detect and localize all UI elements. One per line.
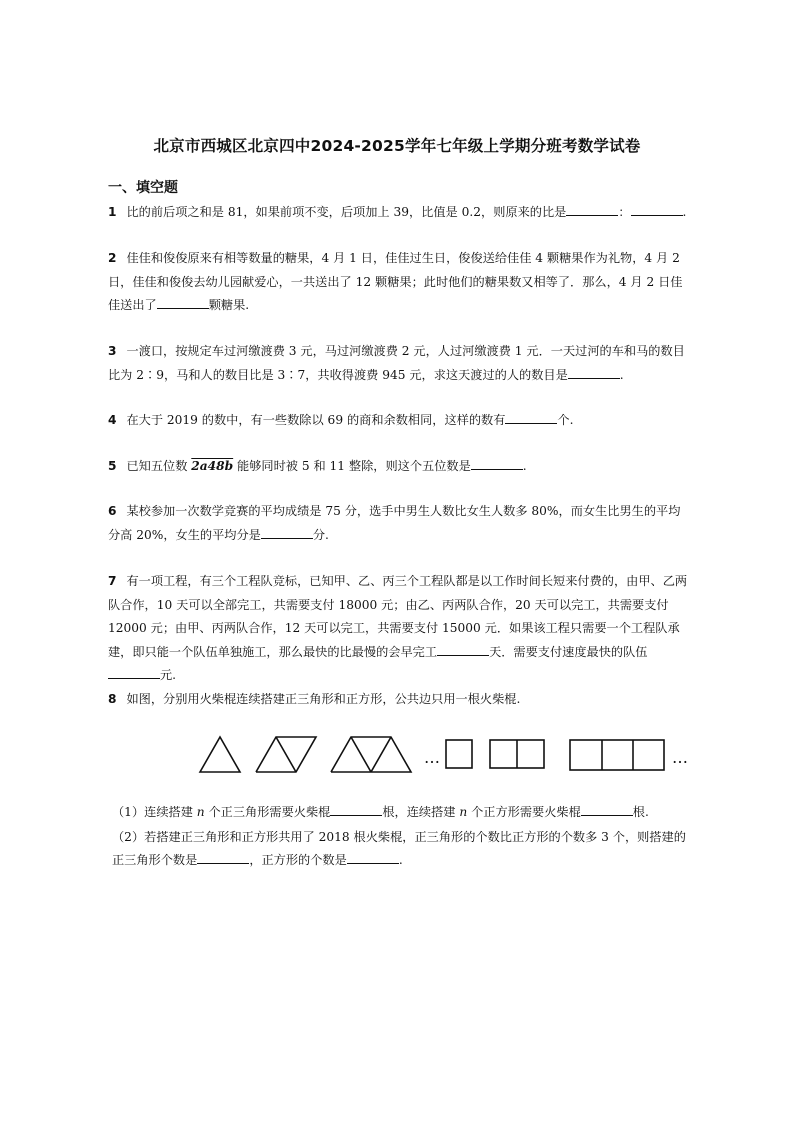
question-number: 3	[108, 344, 117, 358]
one-triangle	[200, 737, 240, 772]
part-text: 根.	[632, 805, 649, 819]
part-text: （1）连续搭建	[112, 805, 197, 819]
part-text: （2）若搭建正三角形和正方形共用了 2018 根火柴棍，正三角形的个数比正方形的个数多 3 个，则搭建的正三角形个数是	[112, 830, 686, 867]
two-triangles	[256, 737, 316, 772]
question-text-end: 元.	[160, 668, 177, 682]
answer-blank	[157, 295, 209, 309]
question-5	[108, 455, 688, 479]
punctuation: .	[682, 205, 687, 219]
answer-blank	[330, 802, 382, 816]
question-4	[108, 409, 688, 433]
one-square	[446, 740, 472, 768]
answer-blank	[347, 850, 399, 864]
question-text: 如图，分别用火柴棍连续搭建正三角形和正方形，公共边只用一根火柴棍.	[126, 692, 521, 706]
question-text: 比的前后项之和是 81，如果前项不变，后项加上 39，比值是 0.2，则原来的比是	[126, 205, 567, 219]
question-number: 4	[108, 413, 117, 427]
question-text: 一渡口，按规定车过河缴渡费 3 元，马过河缴渡费 2 元，人过河缴渡费 1 元．一天过河的车和马的数目比为 2∶9，马和人的数目比是 3∶7，共收得渡费 945 元，求这天渡过的人的数目是	[108, 344, 685, 382]
five-digit-number: 2a48b	[191, 459, 234, 473]
question-text-mid: 天．需要支付速度最快的队伍	[489, 644, 648, 659]
question-number: 1	[108, 205, 117, 219]
variable-n: n	[459, 805, 468, 819]
three-squares	[570, 740, 664, 770]
part-text: .	[398, 853, 403, 867]
question-text: 某校参加一次数学竞赛的平均成绩是 75 分，选手中男生人数比女生人数多 80%，而女生比男生的平均分高 20%，女生的平均分是	[108, 504, 681, 542]
three-triangles	[331, 737, 411, 772]
question-number: 7	[108, 574, 117, 588]
question-8-part-1	[112, 801, 692, 824]
ellipsis: …	[424, 748, 440, 767]
question-text: 在大于 2019 的数中，有一些数除以 69 的商和余数相同，这样的数有	[126, 413, 506, 427]
answer-blank	[566, 202, 618, 216]
part-text: 个正三角形需要火柴棍	[204, 805, 331, 819]
answer-blank	[471, 456, 523, 470]
answer-blank	[631, 202, 683, 216]
question-1	[108, 201, 688, 225]
answer-blank	[505, 410, 557, 424]
punctuation: .	[619, 367, 624, 382]
question-3	[108, 340, 688, 387]
question-7	[108, 570, 688, 688]
answer-blank	[261, 525, 313, 539]
question-text-end: 分.	[312, 527, 329, 542]
question-number: 6	[108, 504, 117, 518]
answer-blank	[197, 850, 249, 864]
question-text: 有一项工程，有三个工程队竞标，已知甲、乙、丙三个工程队都是以工作时间长短来付费的，由甲、乙两队合作，10 天可以全部完工，共需要支付 18000 元；由乙、丙两队合作，20 天可以完工，共需要支付 12000 元；由甲、丙两队合作，12 天可以完工，共需要支付 15000 元．如果该工程只需要一个工程队承建，即只能一个队伍单独施工，那么最快的比最慢的会早完工	[108, 574, 688, 659]
matchstick-figure	[196, 732, 696, 776]
question-2	[108, 247, 688, 318]
answer-blank	[581, 802, 633, 816]
question-8	[108, 688, 688, 712]
answer-blank	[568, 365, 620, 379]
part-text: 个正方形需要火柴棍	[467, 805, 581, 819]
question-6	[108, 500, 688, 547]
question-text: 能够同时被 5 和 11 整除，则这个五位数是	[233, 459, 471, 473]
question-number: 8	[108, 692, 117, 706]
variable-n: n	[196, 805, 205, 819]
punctuation: .	[522, 459, 527, 473]
question-text: 佳佳和俊俊原来有相等数量的糖果，4 月 1 日，佳佳过生日，俊俊送给佳佳 4 颗糖果作为礼物，4 月 2 日，佳佳和俊俊去幼儿园献爱心，一共送出了 12 颗糖果；此时他们的糖果数又相等了．那么，4 月 2 日佳佳送出了	[108, 251, 683, 312]
page-title: 北京市西城区北京四中2024-2025学年七年级上学期分班考数学试卷	[153, 137, 641, 155]
question-8-part-2	[112, 826, 692, 872]
answer-blank	[108, 665, 160, 679]
answer-blank	[437, 642, 489, 656]
part-text: ，正方形的个数是	[249, 853, 347, 867]
two-squares	[490, 740, 544, 768]
question-text-end: 个.	[557, 413, 574, 427]
section-heading: 一、填空题	[108, 180, 178, 196]
question-number: 5	[108, 459, 117, 473]
question-text-end: 颗糖果.	[208, 298, 250, 312]
question-text-pre: 已知五位数	[126, 459, 192, 473]
ratio-colon: ：	[618, 205, 631, 219]
question-number: 2	[108, 251, 117, 265]
ellipsis: …	[672, 748, 688, 767]
part-text: 根，连续搭建	[382, 805, 460, 819]
